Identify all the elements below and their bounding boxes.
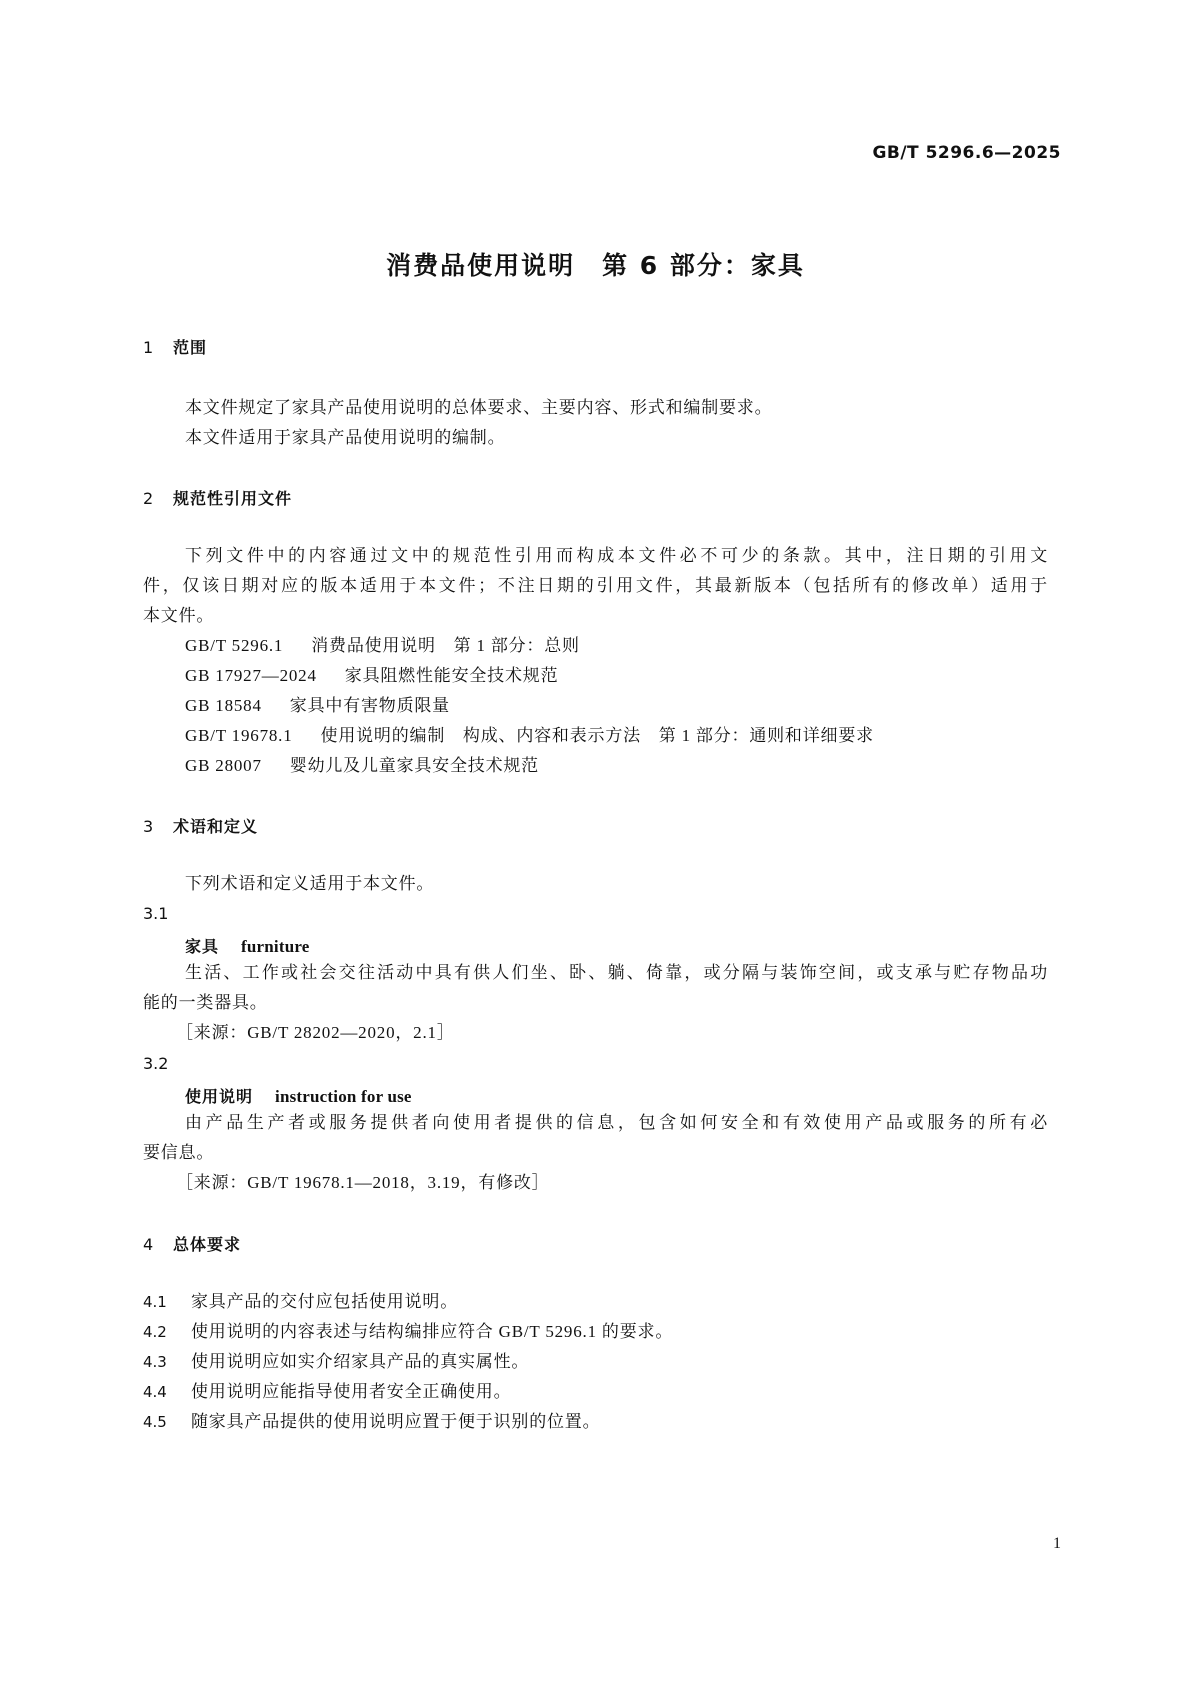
reference-code: GB 28007 bbox=[185, 756, 262, 775]
reference-item bbox=[185, 755, 539, 777]
term-zh: 家具 bbox=[185, 937, 220, 956]
clause-number: 4.5 bbox=[143, 1413, 167, 1431]
section-title: 总体要求 bbox=[173, 1235, 242, 1254]
term-source: ［来源：GB/T 28202—2020，2.1］ bbox=[176, 1023, 455, 1042]
paragraph: 下列术语和定义适用于本文件。 bbox=[185, 874, 435, 893]
term-definition-line: 生活、工作或社会交往活动中具有供人们坐、卧、躺、倚靠，或分隔与装饰空间，或支承与贮存物品功 bbox=[185, 963, 1048, 982]
term-source: ［来源：GB/T 19678.1—2018，3.19，有修改］ bbox=[176, 1173, 550, 1192]
paragraph-line: 件，仅该日期对应的版本适用于本文件；不注日期的引用文件，其最新版本（包括所有的修改单）适用于 bbox=[143, 576, 1048, 595]
paragraph: 本文件适用于家具产品使用说明的编制。 bbox=[185, 428, 506, 447]
section-number: 4 bbox=[143, 1235, 155, 1254]
paragraph-line: 本文件。 bbox=[143, 606, 215, 625]
reference-item bbox=[185, 725, 874, 747]
reference-code: GB/T 5296.1 bbox=[185, 636, 284, 655]
reference-title: 家具阻燃性能安全技术规范 bbox=[344, 666, 559, 685]
section-4-heading bbox=[143, 1232, 241, 1255]
paragraph: 本文件规定了家具产品使用说明的总体要求、主要内容、形式和编制要求。 bbox=[185, 398, 773, 417]
term-zh: 使用说明 bbox=[185, 1087, 254, 1106]
reference-code: GB/T 19678.1 bbox=[185, 726, 293, 745]
section-2-heading bbox=[143, 486, 292, 509]
section-number: 2 bbox=[143, 489, 155, 508]
term-definition-line: 由产品生产者或服务提供者向使用者提供的信息，包含如何安全和有效使用产品或服务的所有必 bbox=[185, 1113, 1048, 1132]
clause-text: 家具产品的交付应包括使用说明。 bbox=[191, 1292, 458, 1311]
reference-title: 婴幼儿及儿童家具安全技术规范 bbox=[289, 756, 539, 775]
reference-item bbox=[185, 695, 450, 717]
clause bbox=[143, 1351, 529, 1373]
term-number: 3.1 bbox=[143, 904, 169, 923]
section-title: 术语和定义 bbox=[173, 817, 259, 836]
clause bbox=[143, 1411, 600, 1433]
reference-item bbox=[185, 665, 558, 687]
clause-number: 4.2 bbox=[143, 1323, 167, 1341]
page-number: 1 bbox=[1053, 1535, 1061, 1552]
clause-text: 使用说明应如实介绍家具产品的真实属性。 bbox=[191, 1352, 530, 1371]
term-en: instruction for use bbox=[275, 1087, 412, 1106]
document-title: 消费品使用说明 第 6 部分：家具 bbox=[386, 251, 805, 280]
clause bbox=[143, 1321, 673, 1343]
clause bbox=[143, 1381, 511, 1403]
term-number: 3.2 bbox=[143, 1054, 169, 1073]
term-entry bbox=[185, 934, 310, 957]
term-definition-line: 要信息。 bbox=[143, 1143, 215, 1162]
section-1-heading bbox=[143, 335, 207, 358]
section-title: 规范性引用文件 bbox=[173, 489, 293, 508]
reference-item bbox=[185, 635, 580, 657]
standard-code: GB/T 5296.6—2025 bbox=[872, 143, 1061, 163]
reference-title: 消费品使用说明 第 1 部分：总则 bbox=[311, 636, 580, 655]
clause-number: 4.3 bbox=[143, 1353, 167, 1371]
clause-number: 4.4 bbox=[143, 1383, 167, 1401]
section-title: 范围 bbox=[173, 338, 208, 357]
clause-text: 随家具产品提供的使用说明应置于便于识别的位置。 bbox=[191, 1412, 601, 1431]
section-number: 3 bbox=[143, 817, 155, 836]
paragraph-line: 下列文件中的内容通过文中的规范性引用而构成本文件必不可少的条款。其中，注日期的引用文 bbox=[185, 546, 1048, 565]
section-number: 1 bbox=[143, 338, 155, 357]
clause-text: 使用说明的内容表述与结构编排应符合 GB/T 5296.1 的要求。 bbox=[191, 1322, 674, 1341]
term-definition-line: 能的一类器具。 bbox=[143, 993, 268, 1012]
reference-title: 家具中有害物质限量 bbox=[289, 696, 450, 715]
clause-text: 使用说明应能指导使用者安全正确使用。 bbox=[191, 1382, 512, 1401]
term-entry bbox=[185, 1084, 412, 1107]
reference-title: 使用说明的编制 构成、内容和表示方法 第 1 部分：通则和详细要求 bbox=[320, 726, 874, 745]
clause-number: 4.1 bbox=[143, 1293, 167, 1311]
reference-code: GB 18584 bbox=[185, 696, 262, 715]
clause bbox=[143, 1291, 458, 1313]
reference-code: GB 17927—2024 bbox=[185, 666, 317, 685]
section-3-heading bbox=[143, 814, 258, 837]
term-en: furniture bbox=[241, 937, 310, 956]
